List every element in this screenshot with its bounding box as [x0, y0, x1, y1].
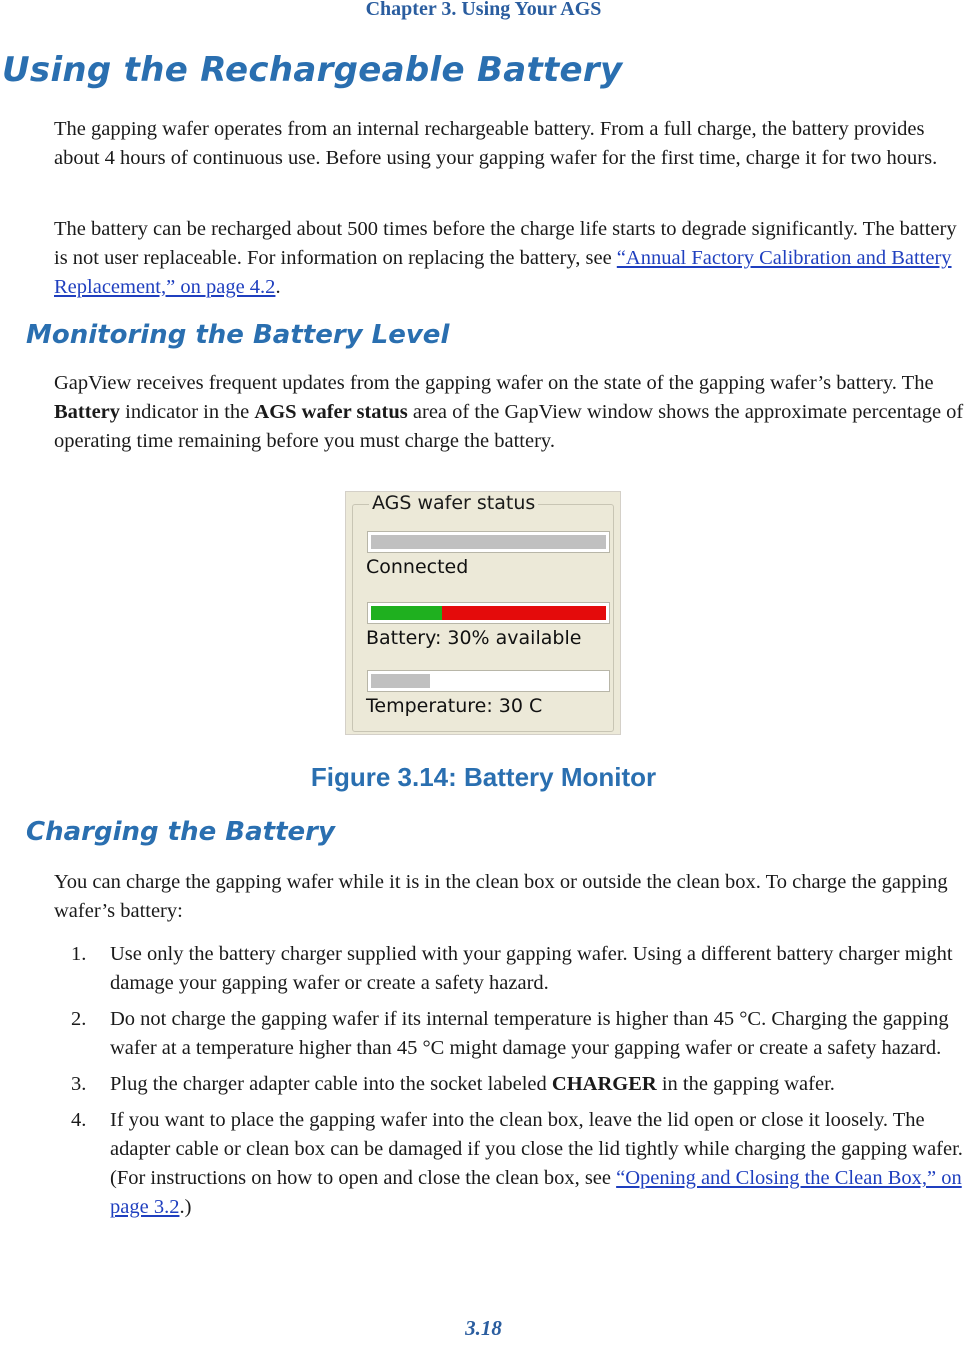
temperature-label: Temperature: 30 C [366, 695, 543, 717]
step-text-end: .) [179, 1196, 192, 1218]
monitoring-text-mid: indicator in the [120, 401, 255, 423]
step-number: 3. [71, 1073, 87, 1095]
battery-monitor-figure [345, 491, 621, 735]
charger-term: CHARGER [551, 1073, 657, 1095]
annual-calibration-link[interactable]: “Annual Factory Calibration and Battery Replacement,” on page 4.2 [54, 247, 952, 298]
connection-bar [367, 531, 610, 553]
battery-bar [367, 602, 610, 624]
step-number: 4. [71, 1109, 87, 1131]
monitoring-paragraph [54, 369, 967, 456]
step-text-start: If you want to place the gapping wafer into the clean box, leave the lid open or close it loosely. The adapter cable or clean box can be damaged if you close the lid tightly while charging the gapping wafer. (For instructions on how to open and close the clean box, see [110, 1109, 963, 1189]
charging-steps [54, 940, 967, 1229]
charging-heading: Charging the Battery [26, 817, 335, 847]
intro-paragraph-2 [54, 215, 967, 302]
temperature-bar [367, 670, 610, 692]
intro-paragraph-2-text: The battery can be recharged about 500 times before the charge life starts to degrade significantly. The battery is not user replaceable. For information on replacing the battery, see [54, 218, 957, 269]
monitoring-heading: Monitoring the Battery Level [26, 320, 450, 350]
step-text: Use only the battery charger supplied with your gapping wafer. Using a different battery charger might damage your gapping wafer or create a safety hazard. [110, 943, 953, 994]
list-item [54, 1005, 967, 1063]
chapter-header: Chapter 3. Using Your AGS [365, 0, 602, 20]
monitoring-text-end: area of the GapView window shows the approximate percentage of operating time remaining before you must charge the battery. [54, 401, 964, 452]
page-title: Using the Rechargeable Battery [2, 50, 623, 90]
group-title: AGS wafer status [369, 492, 538, 514]
intro-paragraph-1: The gapping wafer operates from an internal rechargeable battery. From a full charge, the battery provides about 4 hours of continuous use. Before using your gapping wafer for the first time, charge it for two hours. [54, 118, 938, 169]
charging-intro: You can charge the gapping wafer while it is in the clean box or outside the clean box. To charge the gapping wafer’s battery: [54, 871, 948, 922]
connection-label: Connected [366, 556, 469, 578]
battery-term: Battery [54, 401, 121, 423]
step-text-end: in the gapping wafer. [656, 1073, 835, 1095]
battery-remaining-fill [371, 606, 442, 620]
step-text-start: Plug the charger adapter cable into the socket labeled [110, 1073, 552, 1095]
list-item [54, 1070, 967, 1099]
monitoring-text-start: GapView receives frequent updates from the gapping wafer on the state of the gapping wafer’s battery. The [54, 372, 934, 394]
intro-paragraph-2-end: . [275, 276, 281, 298]
ags-wafer-status-term: AGS wafer status [254, 401, 408, 423]
ags-wafer-status-group [352, 492, 614, 732]
battery-used-fill [442, 606, 606, 620]
battery-label: Battery: 30% available [366, 627, 582, 649]
clean-box-link[interactable]: “Opening and Closing the Clean Box,” on page 3.2 [110, 1167, 962, 1218]
list-item [54, 940, 967, 998]
step-number: 2. [71, 1008, 87, 1030]
step-number: 1. [71, 943, 87, 965]
temperature-fill [371, 674, 430, 688]
step-text: Do not charge the gapping wafer if its internal temperature is higher than 45 °C. Charging the gapping wafer at a temperature higher than 45 °C might damage your gapping wafer or create a safety hazard. [110, 1008, 949, 1059]
list-item [54, 1106, 967, 1222]
connection-fill [371, 535, 606, 549]
page-number: 3.18 [465, 1316, 502, 1340]
figure-caption: Figure 3.14: Battery Monitor [310, 762, 657, 792]
